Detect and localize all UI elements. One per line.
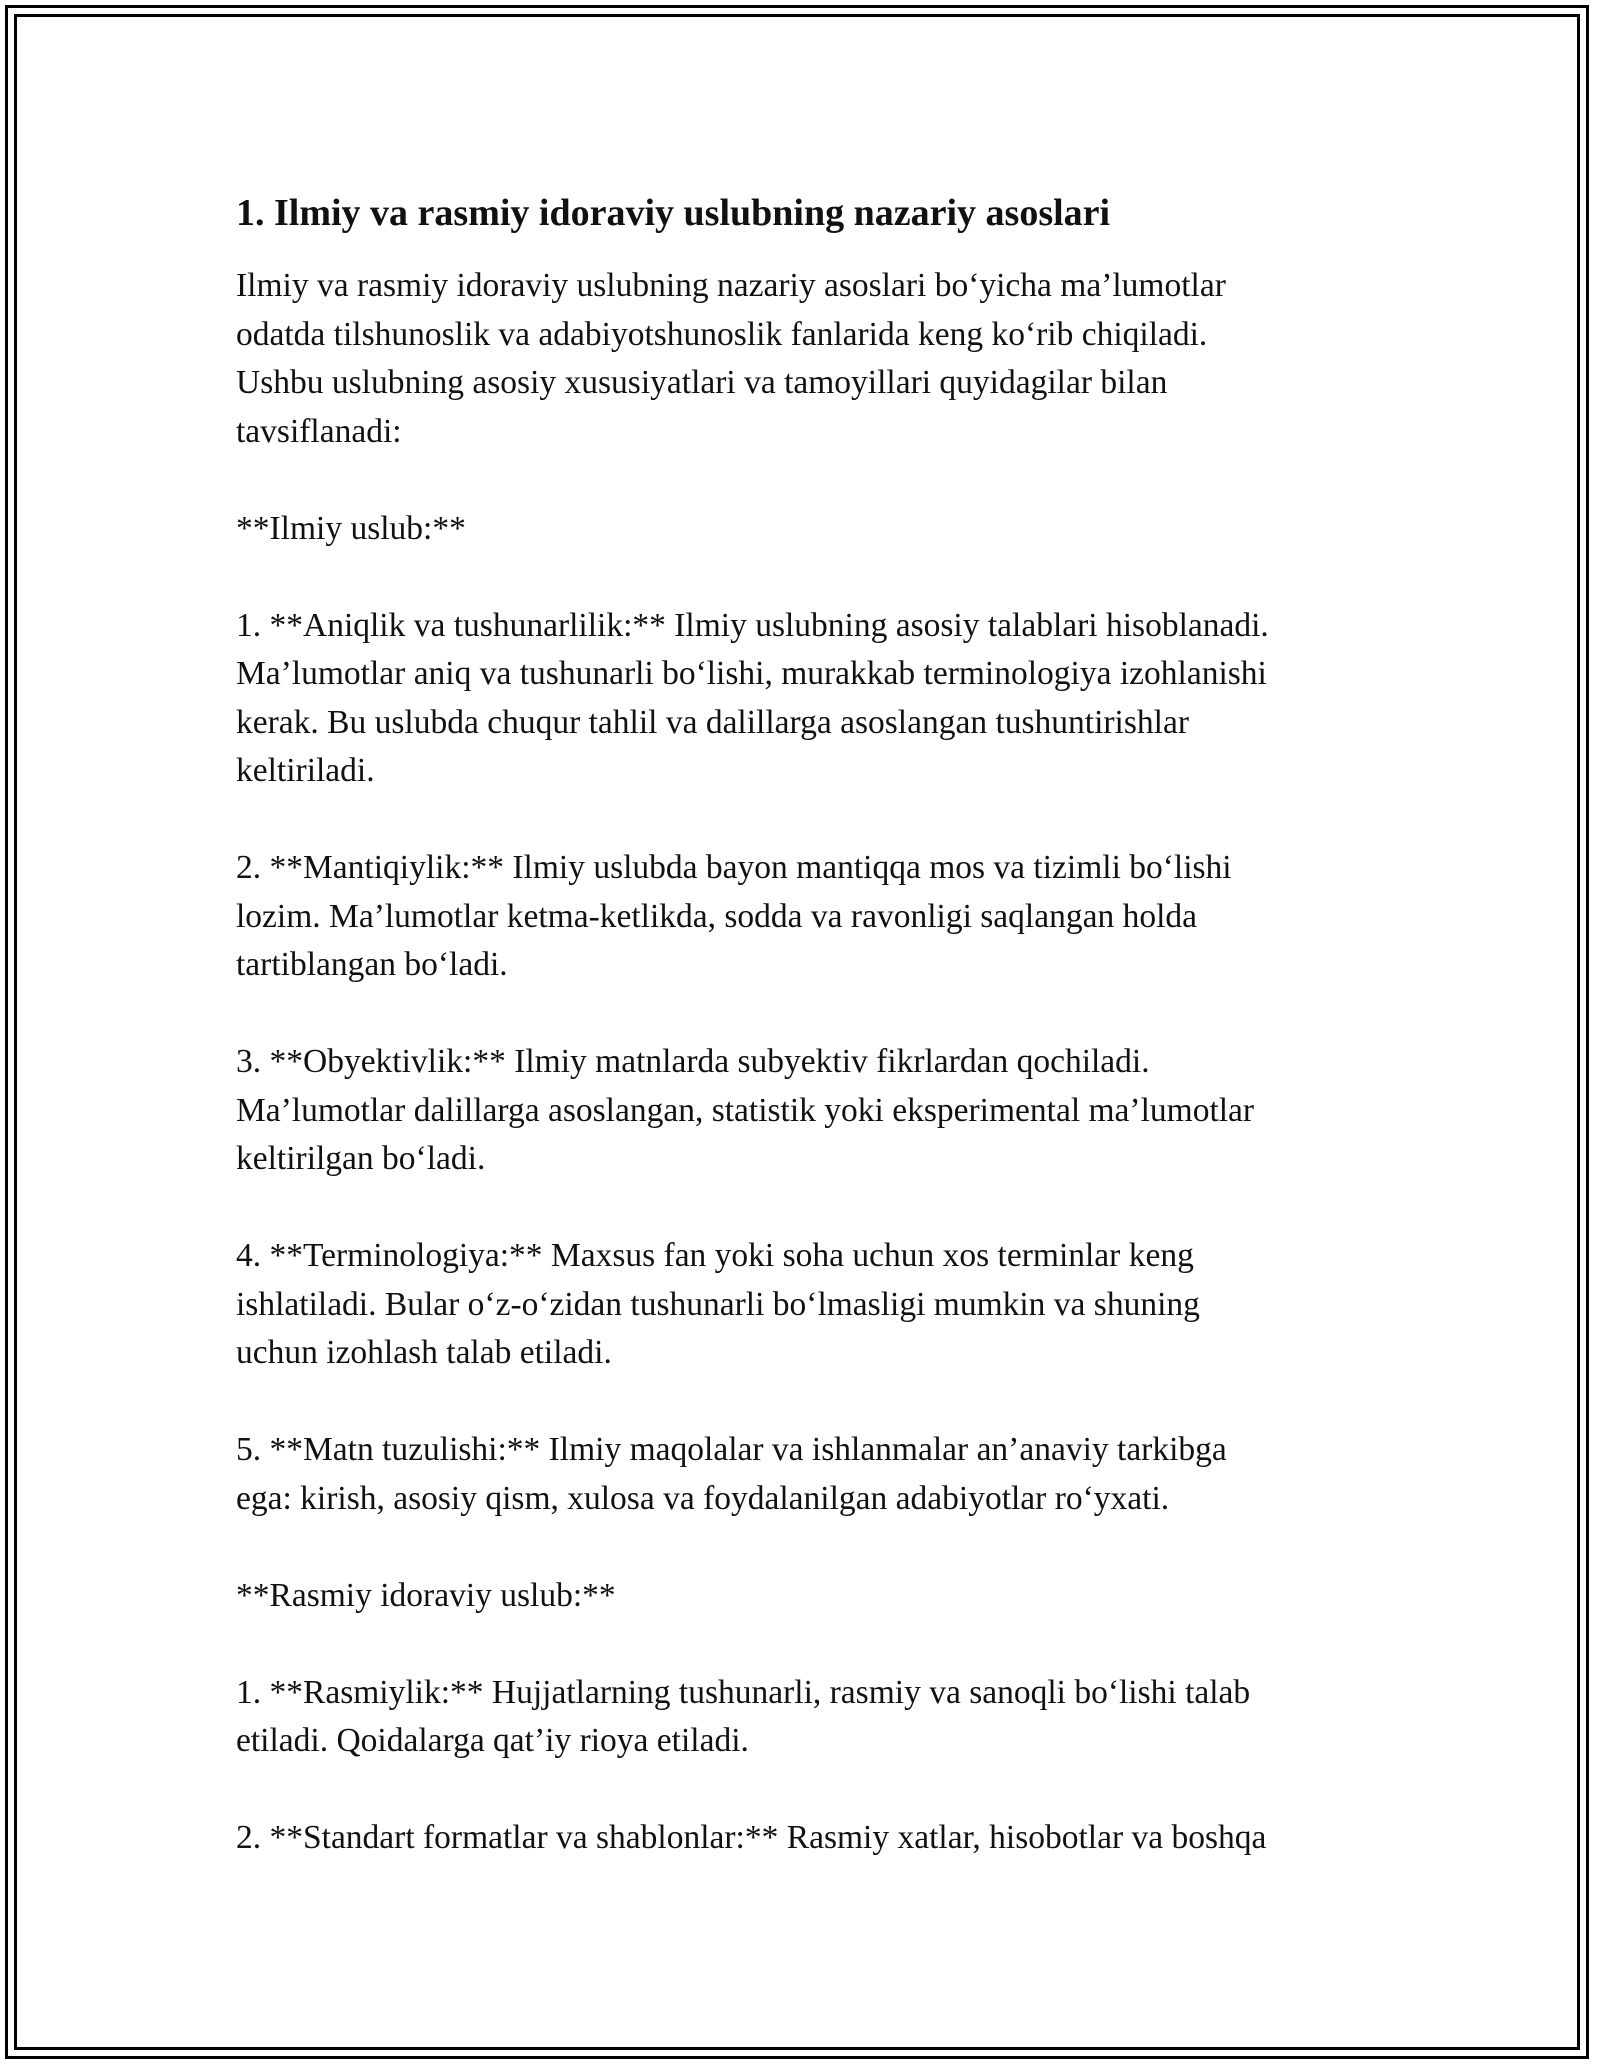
paragraph-ilmiy-5: 5. **Matn tuzulishi:** Ilmiy maqolalar va ishlanmalar an’anaviy tarkibga ega: kirish, asosiy qism, xulosa va foydalanilgan adabiyotlar ro‘yxati.: [236, 1431, 1227, 1517]
paragraph-ilmiy-1: 1. **Aniqlik va tushunarlilik:** Ilmiy uslubning asosiy talablari hisoblanadi. Ma’lumotlar aniq va tushunarli bo‘lishi, murakkab terminologiya izohlanishi kerak. Bu uslubda chuqur tahlil va dalillarga asoslangan tushuntirishlar keltiriladi.: [236, 606, 1269, 789]
document-body: [236, 188, 1396, 1911]
paragraph-heading-rasmiy: **Rasmiy idoraviy uslub:**: [236, 1576, 616, 1614]
paragraph-intro: Ilmiy va rasmiy idoraviy uslubning nazariy asoslari bo‘yicha ma’lumotlar odatda tilshunoslik va adabiyotshunoslik fanlarida keng ko‘rib chiqiladi. Ushbu uslubning asosiy xususiyatlari va tamoyillari quyidagilar bilan tavsiflanadi:: [236, 267, 1226, 450]
paragraph-rasmiy-2: 2. **Standart formatlar va shablonlar:** Rasmiy xatlar, hisobotlar va boshqa: [236, 1819, 1267, 1856]
paragraph-ilmiy-2: 2. **Mantiqiylik:** Ilmiy uslubda bayon mantiqqa mos va tizimli bo‘lishi lozim. Ma’lumotlar ketma-ketlikda, sodda va ravonligi saqlangan holda tartiblangan bo‘ladi.: [236, 849, 1232, 983]
paragraph-ilmiy-3: 3. **Obyektivlik:** Ilmiy matnlarda subyektiv fikrlardan qochiladi. Ma’lumotlar dalillarga asoslangan, statistik yoki eksperimental ma’lumotlar keltirilgan bo‘ladi.: [236, 1043, 1255, 1177]
paragraph-rasmiy-1: 1. **Rasmiylik:** Hujjatlarning tushunarli, rasmiy va sanoqli bo‘lishi talab etiladi. Qoidalarga qat’iy rioya etiladi.: [236, 1673, 1251, 1759]
paragraph-ilmiy-4: 4. **Terminologiya:** Maxsus fan yoki soha uchun xos terminlar keng ishlatiladi. Bular o‘z-o‘zidan tushunarli bo‘lmasligi mumkin va shuning uchun izohlash talab etiladi.: [236, 1237, 1200, 1371]
document-title: 1. Ilmiy va rasmiy idoraviy uslubning nazariy asoslari: [236, 192, 1111, 234]
paragraph-heading-ilmiy: **Ilmiy uslub:**: [236, 509, 466, 547]
